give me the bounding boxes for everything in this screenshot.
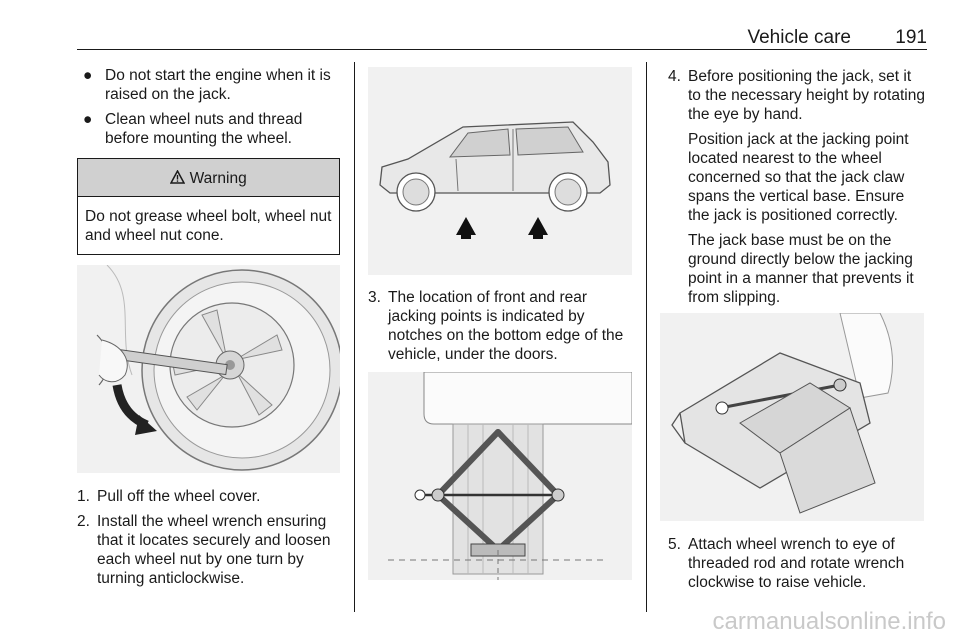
step-paragraph: The jack base must be on the ground directly below the jacking point in a manner that prevents it from slipping.	[688, 232, 914, 306]
step-text: Pull off the wheel cover.	[97, 488, 261, 505]
step-item	[77, 512, 340, 588]
step-item	[668, 67, 926, 307]
step-paragraph: Position jack at the jacking point located nearest to the wheel concerned so that the jack claw spans the vertical base. Ensure the jack is positioned correctly.	[688, 131, 909, 224]
column-divider-2	[646, 62, 647, 612]
step-text: The location of front and rear jacking points is indicated by notches on the bottom edge of the vehicle, under the doors.	[388, 289, 624, 363]
step-text: Attach wheel wrench to eye of threaded rod and rotate wrench clockwise to raise vehicle.	[688, 536, 905, 591]
bullet-dot: ●	[83, 67, 93, 84]
bullet-text: Clean wheel nuts and thread before mounting the wheel.	[105, 111, 303, 147]
column-divider-1	[354, 62, 355, 612]
step-text: Install the wheel wrench ensuring that it locates securely and loosen each wheel nut by one turn by turning anticlockwise.	[97, 513, 331, 587]
step-text: Before positioning the jack, set it to the necessary height by rotating the eye by hand.	[688, 68, 925, 123]
column-2	[368, 67, 632, 580]
warning-triangle-icon	[170, 170, 189, 187]
bullet-item	[77, 66, 340, 104]
bullet-text: Do not start the engine when it is raised on the jack.	[105, 67, 331, 103]
step-item	[668, 535, 926, 592]
step-number: 2.	[77, 513, 90, 530]
step-item	[368, 288, 632, 364]
scissor-jack-illustration	[660, 313, 924, 521]
page-number: 191	[895, 27, 927, 48]
warning-box	[77, 158, 340, 255]
step-number: 1.	[77, 488, 90, 505]
column-1	[77, 66, 340, 594]
step-number: 5.	[668, 536, 681, 553]
wheel-wrench-illustration	[77, 265, 340, 473]
section-title: Vehicle care	[747, 27, 851, 48]
step-number: 3.	[368, 289, 381, 306]
page-header	[77, 24, 927, 50]
bullet-dot: ●	[83, 111, 93, 128]
watermark: carmanualsonline.info	[712, 608, 946, 635]
warning-title: Warning	[189, 170, 247, 187]
step-number: 4.	[668, 68, 681, 85]
bullet-item	[77, 110, 340, 148]
step-item	[77, 487, 340, 506]
warning-text: Do not grease wheel bolt, wheel nut and wheel nut cone.	[85, 208, 332, 244]
warning-header	[78, 159, 339, 197]
vehicle-jacking-points-illustration	[368, 67, 632, 275]
jack-under-sill-illustration	[368, 372, 632, 580]
column-3	[668, 67, 926, 598]
